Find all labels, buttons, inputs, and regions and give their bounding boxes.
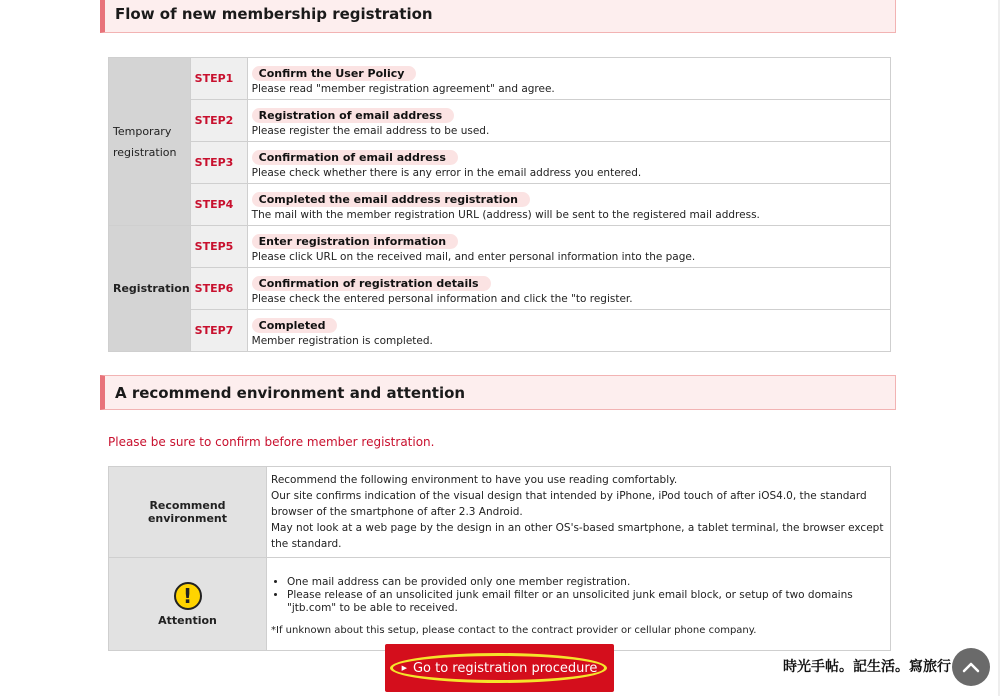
step-title: Confirmation of registration details (252, 276, 491, 291)
section-title-environment (100, 375, 896, 410)
attention-heading-cell (109, 558, 267, 651)
step-content (247, 58, 890, 100)
step-title: Enter registration information (252, 234, 458, 249)
section-title-flow-text: Flow of new membership registration (115, 5, 433, 23)
step-title: Completed (252, 318, 338, 333)
step-label: STEP1 (190, 58, 247, 100)
phase-temporary-registration: Temporary registration (109, 58, 191, 226)
table-row (109, 310, 891, 352)
step-title: Registration of email address (252, 108, 455, 123)
step-description: Please click URL on the received mail, and enter personal information into the page. (251, 251, 696, 263)
step-content (247, 142, 890, 184)
step-label: STEP4 (190, 184, 247, 226)
step-title: Confirmation of email address (252, 150, 458, 165)
env-line: Recommend the following environment to have you use reading comfortably. (271, 474, 678, 486)
step-label: STEP5 (190, 226, 247, 268)
step-label: STEP6 (190, 268, 247, 310)
step-description: Please read "member registration agreement" and agree. (251, 83, 555, 95)
step-content (247, 184, 890, 226)
attention-note: *If unknown about this setup, please contact to the contract provider or cellular phone company. (271, 624, 757, 636)
env-line: browser of the smartphone of after 2.3 Android. (271, 506, 523, 518)
step-label: STEP7 (190, 310, 247, 352)
step-title: Completed the email address registration (252, 192, 530, 207)
list-item: • One mail address can be provided only one member registration. (287, 576, 886, 589)
recommend-environment-heading: Recommend environment (109, 467, 267, 558)
section-title-flow (100, 0, 896, 33)
back-to-top-button[interactable] (952, 648, 990, 686)
registration-flow-table (108, 57, 891, 352)
step-description: The mail with the member registration URL (address) will be sent to the registered mail address. (251, 209, 760, 221)
attention-list (271, 576, 886, 615)
table-row (109, 467, 891, 558)
step-description: Member registration is completed. (251, 335, 433, 347)
watermark-text: 時光手帖。記生活。寫旅行 (783, 659, 951, 675)
table-row (109, 268, 891, 310)
recommend-environment-body (267, 467, 891, 558)
go-to-registration-button[interactable] (385, 644, 614, 692)
step-label: STEP2 (190, 100, 247, 142)
step-content (247, 226, 890, 268)
go-to-registration-label: Go to registration procedure (412, 660, 598, 676)
chevron-up-icon (962, 661, 980, 673)
attention-heading: Attention (158, 613, 217, 627)
warning-icon: ! (174, 582, 202, 610)
triangle-right-icon: ▶ (401, 664, 407, 672)
step-description: Please check whether there is any error in the email address you entered. (251, 167, 642, 179)
table-row (109, 142, 891, 184)
phase-registration: Registration (109, 226, 191, 352)
environment-table (108, 466, 891, 651)
step-description: Please check the entered personal information and click the "to register. (251, 293, 633, 305)
list-item: • Please release of an unsolicited junk email filter or an unsolicited junk email block, or setup of two domains "jtb.com" to be able to received. (287, 589, 886, 615)
step-description: Please register the email address to be used. (251, 125, 490, 137)
table-row (109, 100, 891, 142)
step-title: Confirm the User Policy (252, 66, 417, 81)
step-content (247, 268, 890, 310)
step-content (247, 100, 890, 142)
env-line: May not look at a web page by the design in an other OS's-based smartphone, a tablet terminal, the browser except (271, 522, 884, 534)
step-content (247, 310, 890, 352)
step-label: STEP3 (190, 142, 247, 184)
env-line: the standard. (271, 538, 342, 550)
table-row (109, 184, 891, 226)
section-title-environment-text: A recommend environment and attention (115, 383, 466, 402)
table-row (109, 558, 891, 651)
attention-body (267, 558, 891, 651)
table-row (109, 226, 891, 268)
env-line: Our site confirms indication of the visual design that intended by iPhone, iPod touch of after iOS4.0, the standard (271, 490, 867, 502)
warning-text: Please be sure to confirm before member registration. (108, 435, 435, 449)
table-row (109, 58, 891, 100)
